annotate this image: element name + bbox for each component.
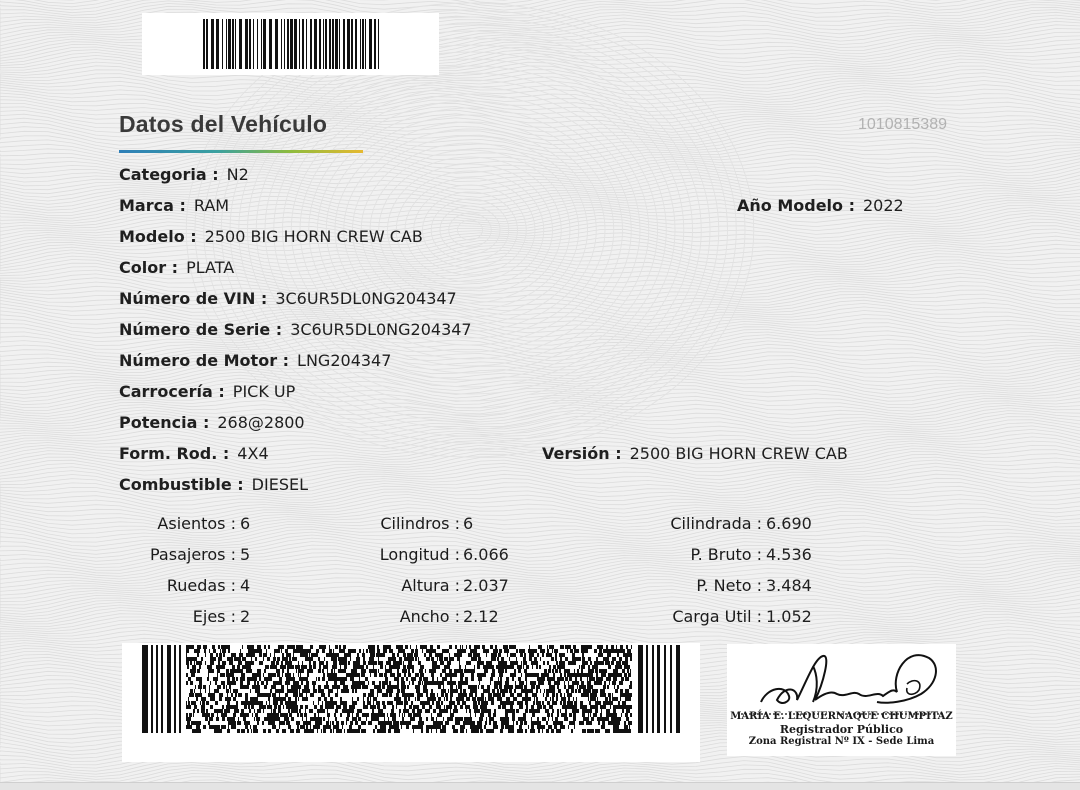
field-carroceria [119, 381, 295, 403]
signatory-role: Registrador Público [779, 723, 904, 736]
field-modelo [119, 226, 423, 248]
top-barcode-panel [142, 13, 439, 75]
spec-carga-util-value: 1.052 [766, 607, 812, 626]
field-label: Año Modelo : [737, 196, 855, 215]
field-label: Número de Serie : [119, 320, 283, 339]
field-form-rod [119, 443, 269, 465]
pdf417-panel [122, 643, 700, 762]
field-label: Modelo : [119, 227, 197, 246]
field-value: 2500 BIG HORN CREW CAB [204, 227, 423, 246]
field-ano-modelo [737, 195, 904, 217]
field-combustible [119, 474, 308, 496]
spec-ancho-label: Ancho : [399, 607, 460, 626]
field-value: PLATA [186, 258, 235, 277]
field-value: LNG204347 [297, 351, 392, 370]
field-value: 2500 BIG HORN CREW CAB [629, 444, 848, 463]
field-label: Potencia : [119, 413, 210, 432]
spec-ejes-value: 2 [240, 607, 251, 626]
field-label: Color : [119, 258, 179, 277]
section-title: Datos del Vehículo [119, 111, 328, 137]
spec-longitud-value: 6.066 [463, 545, 509, 564]
spec-carga-util-label: Carga Util : [672, 607, 762, 626]
field-categoria [119, 164, 249, 186]
spec-altura-value: 2.037 [463, 576, 509, 595]
spec-cilindrada-label: Cilindrada : [670, 514, 762, 533]
spec-p-bruto-value: 4.536 [766, 545, 812, 564]
spec-p-neto-value: 3.484 [766, 576, 812, 595]
field-value: PICK UP [232, 382, 296, 401]
field-label: Número de Motor : [119, 351, 290, 370]
field-version [542, 443, 848, 465]
field-color [119, 257, 234, 279]
field-value: N2 [226, 165, 249, 184]
title-underline [119, 150, 363, 153]
field-label: Carrocería : [119, 382, 225, 401]
spec-asientos-value: 6 [240, 514, 251, 533]
field-serie [119, 319, 472, 341]
spec-cilindros-value: 6 [463, 514, 474, 533]
field-label: Categoria : [119, 165, 219, 184]
signatory-zone: Zona Registral Nº IX - Sede Lima [748, 736, 935, 747]
field-marca [119, 195, 229, 217]
field-label: Form. Rod. : [119, 444, 230, 463]
field-value: 268@2800 [217, 413, 305, 432]
field-label: Combustible : [119, 475, 244, 494]
spec-pasajeros-value: 5 [240, 545, 251, 564]
spec-ruedas-value: 4 [240, 576, 251, 595]
spec-ejes-label: Ejes : [192, 607, 236, 626]
field-value: 4X4 [237, 444, 269, 463]
field-label: Versión : [542, 444, 622, 463]
field-vin [119, 288, 457, 310]
spec-p-neto-label: P. Neto : [696, 576, 762, 595]
field-motor [119, 350, 391, 372]
field-value: 3C6UR5DL0NG204347 [275, 289, 457, 308]
document-number: 1010815389 [858, 116, 947, 133]
spec-p-bruto-label: P. Bruto : [690, 545, 762, 564]
spec-ancho-value: 2.12 [463, 607, 499, 626]
pdf417-barcode [142, 645, 680, 733]
field-label: Número de VIN : [119, 289, 268, 308]
field-value: RAM [193, 196, 230, 215]
field-label: Marca : [119, 196, 186, 215]
spec-cilindrada-value: 6.690 [766, 514, 812, 533]
signature-panel [727, 644, 956, 756]
spec-pasajeros-label: Pasajeros : [150, 545, 236, 564]
field-value: 3C6UR5DL0NG204347 [290, 320, 472, 339]
spec-asientos-label: Asientos : [157, 514, 236, 533]
spec-ruedas-label: Ruedas : [166, 576, 236, 595]
spec-altura-label: Altura : [401, 576, 460, 595]
signatory-name: MARÍA E. LEQUERNAQUE CHUMPITAZ [730, 711, 953, 722]
linear-barcode [203, 19, 379, 69]
spec-cilindros-label: Cilindros : [380, 514, 460, 533]
field-value: 2022 [863, 196, 904, 215]
spec-longitud-label: Longitud : [379, 545, 460, 564]
field-value: DIESEL [251, 475, 308, 494]
field-potencia [119, 412, 305, 434]
